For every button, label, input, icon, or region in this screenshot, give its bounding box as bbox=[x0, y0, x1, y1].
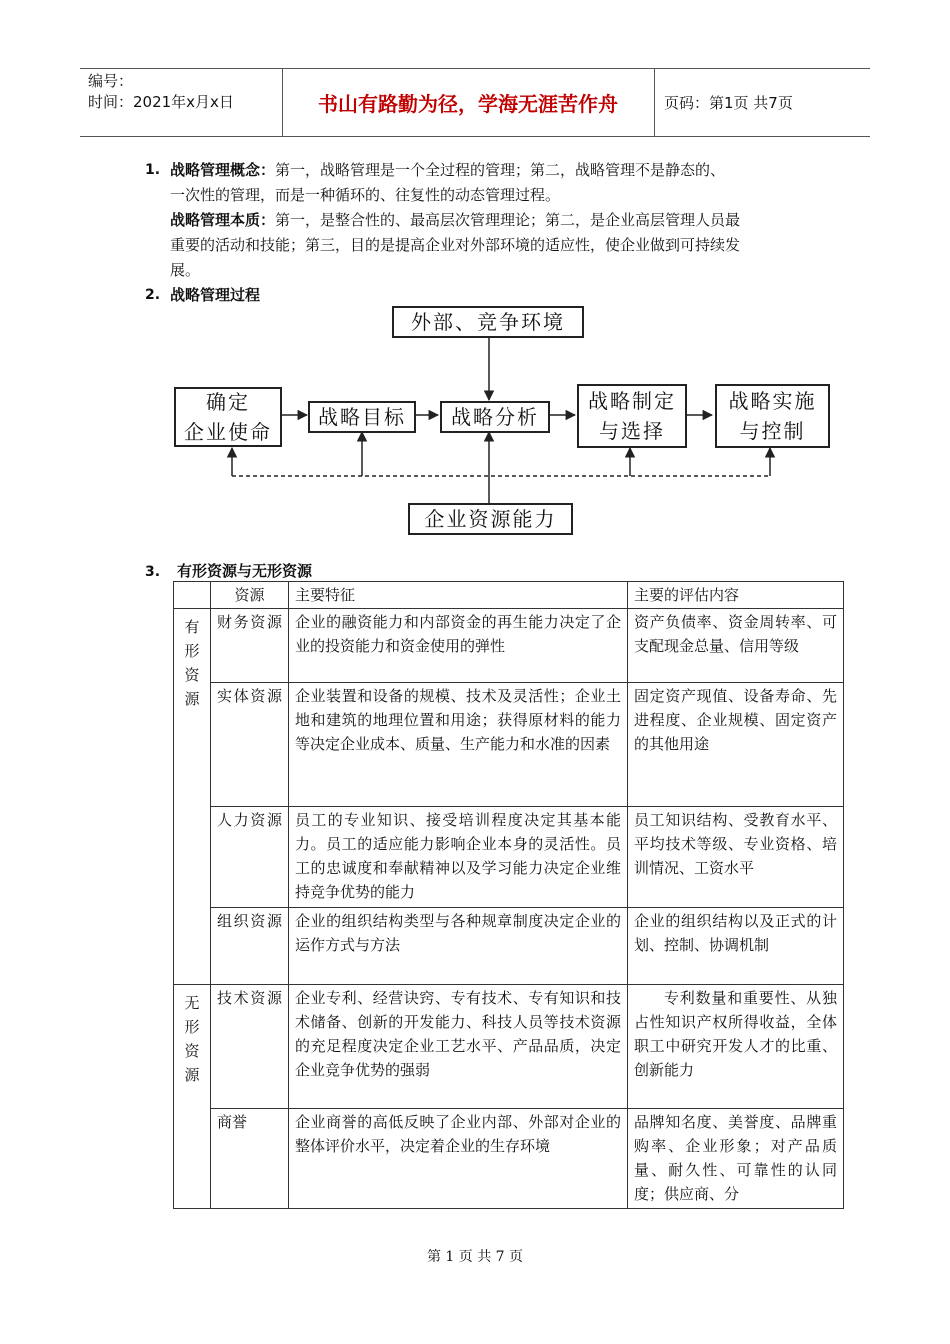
document-date: 时间：2021年x月x日 bbox=[88, 93, 234, 111]
table-header: 主要特征 bbox=[289, 582, 628, 609]
resource-name: 组织资源 bbox=[211, 908, 289, 985]
box-strategic-analysis: 战略分析 bbox=[440, 401, 550, 433]
intangible-group-label: 无形资源 bbox=[174, 985, 211, 1209]
table-row bbox=[174, 807, 844, 908]
essence-title: 战略管理本质： bbox=[170, 211, 276, 229]
box-resource-capability: 企业资源能力 bbox=[408, 503, 573, 535]
resource-feature: 企业的组织结构类型与各种规章制度决定企业的运作方式与方法 bbox=[289, 908, 628, 985]
resource-feature: 企业商誉的高低反映了企业内部、外部对企业的整体评价水平，决定着企业的生存环境 bbox=[289, 1109, 628, 1209]
resource-feature: 企业专利、经营诀窍、专有技术、专有知识和技术储备、创新的开发能力、科技人员等技术资源的充足程度决定企业工艺水平、产品品质，决定企业竞争优势的强弱 bbox=[289, 985, 628, 1109]
box-strategy-implementation: 战略实施 与控制 bbox=[715, 384, 830, 448]
document-number: 编号： bbox=[88, 72, 134, 90]
resource-name: 实体资源 bbox=[211, 683, 289, 807]
resource-feature: 企业的融资能力和内部资金的再生能力决定了企业的投资能力和资金使用的弹性 bbox=[289, 609, 628, 683]
table-row bbox=[174, 683, 844, 807]
essence-line-1: 战略管理本质：第一，是整合性的、最高层次管理理论；第二，是企业高层管理人员最 bbox=[170, 211, 741, 229]
box-external-environment: 外部、竞争环境 bbox=[392, 306, 584, 338]
essence-line-3: 展。 bbox=[170, 261, 201, 279]
section-1-number: 1. bbox=[145, 162, 161, 178]
resource-name: 财务资源 bbox=[211, 609, 289, 683]
header-motto: 书山有路勤为径，学海无涯苦作舟 bbox=[318, 91, 618, 116]
resource-eval: 品牌知名度、美誉度、品牌重购率、企业形象；对产品质量、耐久性、可靠性的认同度；供应商、分 bbox=[628, 1109, 844, 1209]
resource-name: 人力资源 bbox=[211, 807, 289, 908]
table-row bbox=[174, 609, 844, 683]
resource-name: 技术资源 bbox=[211, 985, 289, 1109]
box-strategy-formulation: 战略制定 与选择 bbox=[577, 384, 687, 448]
table-header: 主要的评估内容 bbox=[628, 582, 844, 609]
table-header: 资源 bbox=[211, 582, 289, 609]
table-header-row bbox=[174, 582, 844, 609]
concept-title: 战略管理概念： bbox=[170, 161, 276, 179]
resources-table bbox=[173, 581, 844, 1209]
essence-line-2: 重要的活动和技能；第三，目的是提高企业对外部环境的适应性，使企业做到可持续发 bbox=[170, 236, 741, 254]
table-row bbox=[174, 1109, 844, 1209]
page-footer: 第 1 页 共 7 页 bbox=[426, 1249, 524, 1265]
process-diagram-connectors bbox=[0, 0, 950, 560]
box-strategic-goal: 战略目标 bbox=[308, 401, 416, 433]
tangible-group-label: 有形资源 bbox=[174, 609, 211, 985]
section-2-number: 2. bbox=[145, 287, 161, 303]
resource-eval: 员工知识结构、受教育水平、平均技术等级、专业资格、培训情况、工资水平 bbox=[628, 807, 844, 908]
concept-line-2: 一次性的管理，而是一种循环的、往复性的动态管理过程。 bbox=[170, 186, 561, 204]
section-2-title: 战略管理过程 bbox=[170, 286, 261, 304]
resource-eval: 企业的组织结构以及正式的计划、控制、协调机制 bbox=[628, 908, 844, 985]
resource-name: 商誉 bbox=[211, 1109, 289, 1209]
header-page-number: 页码：第1页 共7页 bbox=[664, 93, 793, 112]
resource-eval: 固定资产现值、设备寿命、先进程度、企业规模、固定资产的其他用途 bbox=[628, 683, 844, 807]
box-mission: 确定 企业使命 bbox=[174, 387, 282, 447]
table-row bbox=[174, 985, 844, 1109]
section-3-title: 有形资源与无形资源 bbox=[177, 562, 313, 580]
section-3-number: 3. bbox=[145, 564, 161, 580]
concept-line-1: 战略管理概念：第一，战略管理是一个全过程的管理；第二，战略管理不是静态的、 bbox=[170, 161, 726, 179]
resource-eval: 专利数量和重要性、从独占性知识产权所得收益，全体职工中研究开发人才的比重、创新能力 bbox=[628, 985, 844, 1109]
table-row bbox=[174, 908, 844, 985]
resource-eval: 资产负债率、资金周转率、可支配现金总量、信用等级 bbox=[628, 609, 844, 683]
resource-feature: 员工的专业知识、接受培训程度决定其基本能力。员工的适应能力影响企业本身的灵活性。员工的忠诚度和奉献精神以及学习能力决定企业维持竞争优势的能力 bbox=[289, 807, 628, 908]
resource-feature: 企业装置和设备的规模、技术及灵活性；企业土地和建筑的地理位置和用途；获得原材料的能力等决定企业成本、质量、生产能力和水准的因素 bbox=[289, 683, 628, 807]
